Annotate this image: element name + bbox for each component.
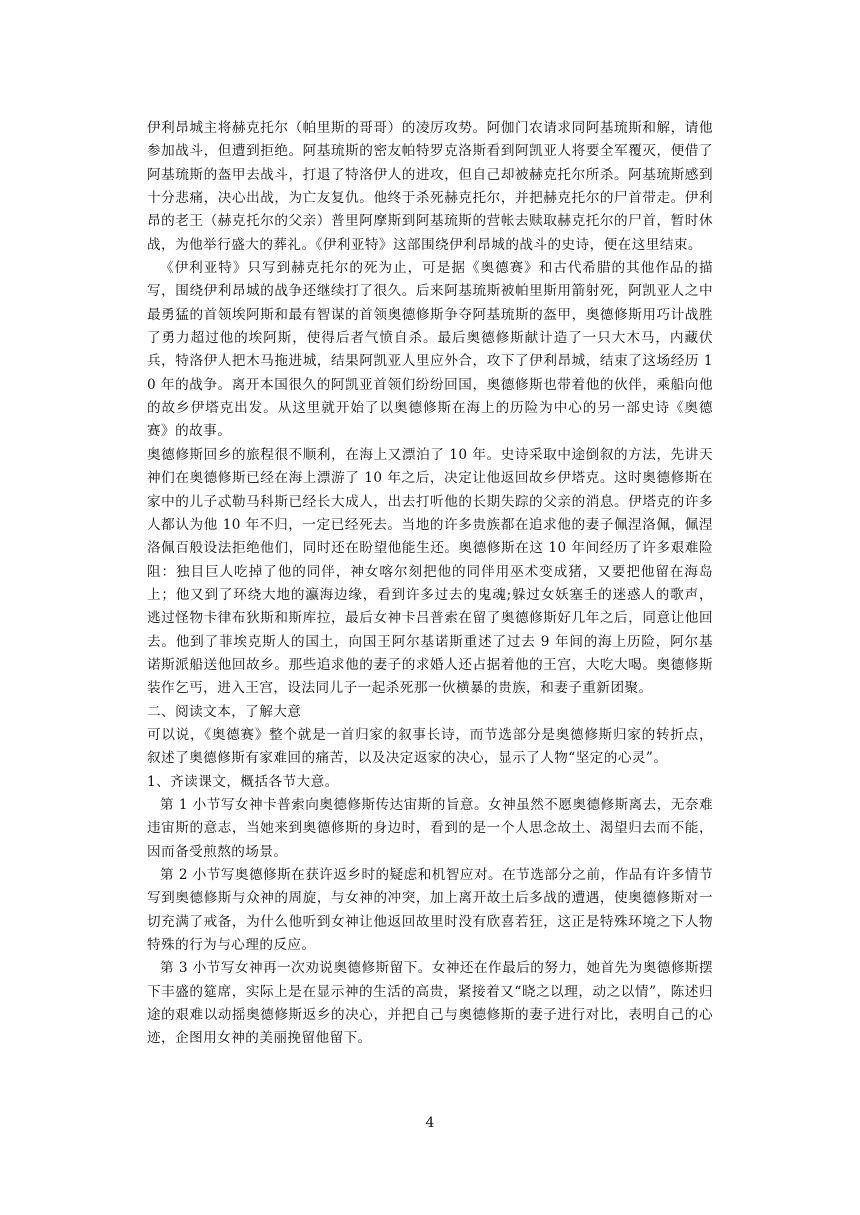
paragraph-section-3: 第 3 小节写女神再一次劝说奥德修斯留下。女神还在作最后的努力，她首先为奥德修斯摆下丰盛的筵席，实际上是在显示神的生活的高贵，紧接着又“晓之以理，动之以情”，陈述归途的艰难以动摇奥德修斯返乡的决心，并把自己与奥德修斯的妻子进行对比，表明自己的心迹，企图用女神的美丽挽留他留下。 bbox=[147, 960, 713, 1047]
page-number: 4 bbox=[425, 1115, 435, 1131]
paragraph-iliad-aftermath: 《伊利亚特》只写到赫克托尔的死为止，可是据《奥德赛》和古代希腊的其他作品的描写，围绕伊利昂城的战争还继续打了很久。后来阿基琉斯被帕里斯用箭射死，阿凯亚人之中最勇猛的首领埃阿斯和最有智谋的首领奥德修斯争夺阿基琉斯的盔甲，奥德修斯用巧计战胜了勇力超过他的埃阿斯，使得后者气愤自杀。最后奥德修斯献计造了一只大木马，内藏伏兵，特洛伊人把木马拖进城，结果阿凯亚人里应外合，攻下了伊利昂城，结束了这场经历 10 年的战争。离开本国很久的阿凯亚首领们纷纷回国，奥德修斯也带着他的伙伴，乘船向他的故乡伊塔克出发。从这里就开始了以奥德修斯在海上的历险为中心的另一部史诗《奥德赛》的故事。 bbox=[147, 260, 713, 440]
paragraph-trojan-war-ending: 伊利昂城主将赫克托尔（帕里斯的哥哥）的凌厉攻势。阿伽门农请求同阿基琉斯和解，请他参加战斗，但遭到拒绝。阿基琉斯的密友帕特罗克洛斯看到阿凯亚人将要全军覆灭，便借了阿基琉斯的盔甲去战斗，打退了特洛伊人的进攻，但自己却被赫克托尔所杀。阿基琉斯感到十分悲痛，决心出战，为亡友复仇。他终于杀死赫克托尔，并把赫克托尔的尸首带走。伊利昂的老王（赫克托尔的父亲）普里阿摩斯到阿基琉斯的营帐去赎取赫克托尔的尸首，暂时休战，为他举行盛大的葬礼。《伊利亚特》这部围绕伊利昂城的战斗的史诗，便在这里结束。 bbox=[147, 120, 713, 253]
section-heading-reading: 二、阅读文本，了解大意 bbox=[147, 703, 302, 720]
paragraph-odyssey-summary: 可以说，《奥德赛》整个就是一首归家的叙事长诗，而节选部分是奥德修斯归家的转折点，叙述了奥德修斯有家难回的痛苦，以及决定返家的决心，显示了人物“坚定的心灵”。 bbox=[147, 726, 713, 767]
paragraph-section-2: 第 2 小节写奥德修斯在获许返乡时的疑虑和机智应对。在节选部分之前，作品有许多情节写到奥德修斯与众神的周旋，与女神的冲突，加上离开故土后多战的遭遇，使奥德修斯对一切充满了戒备，为什么他听到女神让他返回故里时没有欣喜若狂，这正是特殊环境之下人物特殊的行为与心理的反应。 bbox=[147, 867, 713, 954]
task-heading-summarize: 1、齐读课文，概括各节大意。 bbox=[147, 773, 339, 790]
paragraph-odyssey-journey: 奥德修斯回乡的旅程很不顺利，在海上又漂泊了 10 年。史诗采取中途倒叙的方法，先讲天神们在奥德修斯已经在海上漂游了 10 年之后，决定让他返回故乡伊塔克。这时奥德修斯在家中的儿子忒勒马科斯已经长大成人，出去打听他的长期失踪的父亲的消息。伊塔克的许多人都认为他 10 年不归，一定已经死去。当地的许多贵族都在追求他的妻子佩涅洛佩，佩涅洛佩百般设法拒绝他们，同时还在盼望他能生还。奥德修斯在这 10 年间经历了许多艰难险阻：独目巨人吃掉了他的同伴，神女喀尔刻把他的同伴用巫术变成猪，又要把他留在海岛上；他又到了环绕大地的瀛海边缘，看到许多过去的鬼魂;躲过女妖塞壬的迷惑人的歌声，逃过怪物卡律布狄斯和斯库拉，最后女神卡吕普索在留了奥德修斯好几年之后，同意让他回去。他到了菲埃克斯人的国土，向国王阿尔基诺斯重述了过去 9 年间的海上历险，阿尔基诺斯派船送他回故乡。那些追求他的妻子的求婚人还占据着他的王宫，大吃大喝。奥德修斯装作乞丐，进入王宫，设法同儿子一起杀死那一伙横暴的贵族，和妻子重新团聚。 bbox=[147, 446, 713, 697]
document-body bbox=[147, 117, 713, 1051]
paragraph-section-1: 第 1 小节写女神卡普索向奥德修斯传达宙斯的旨意。女神虽然不愿奥德修斯离去，无奈难违宙斯的意志，当她来到奥德修斯的身边时，看到的是一个人思念故土、渴望归去而不能，因而备受煎熬的场景。 bbox=[147, 796, 713, 860]
